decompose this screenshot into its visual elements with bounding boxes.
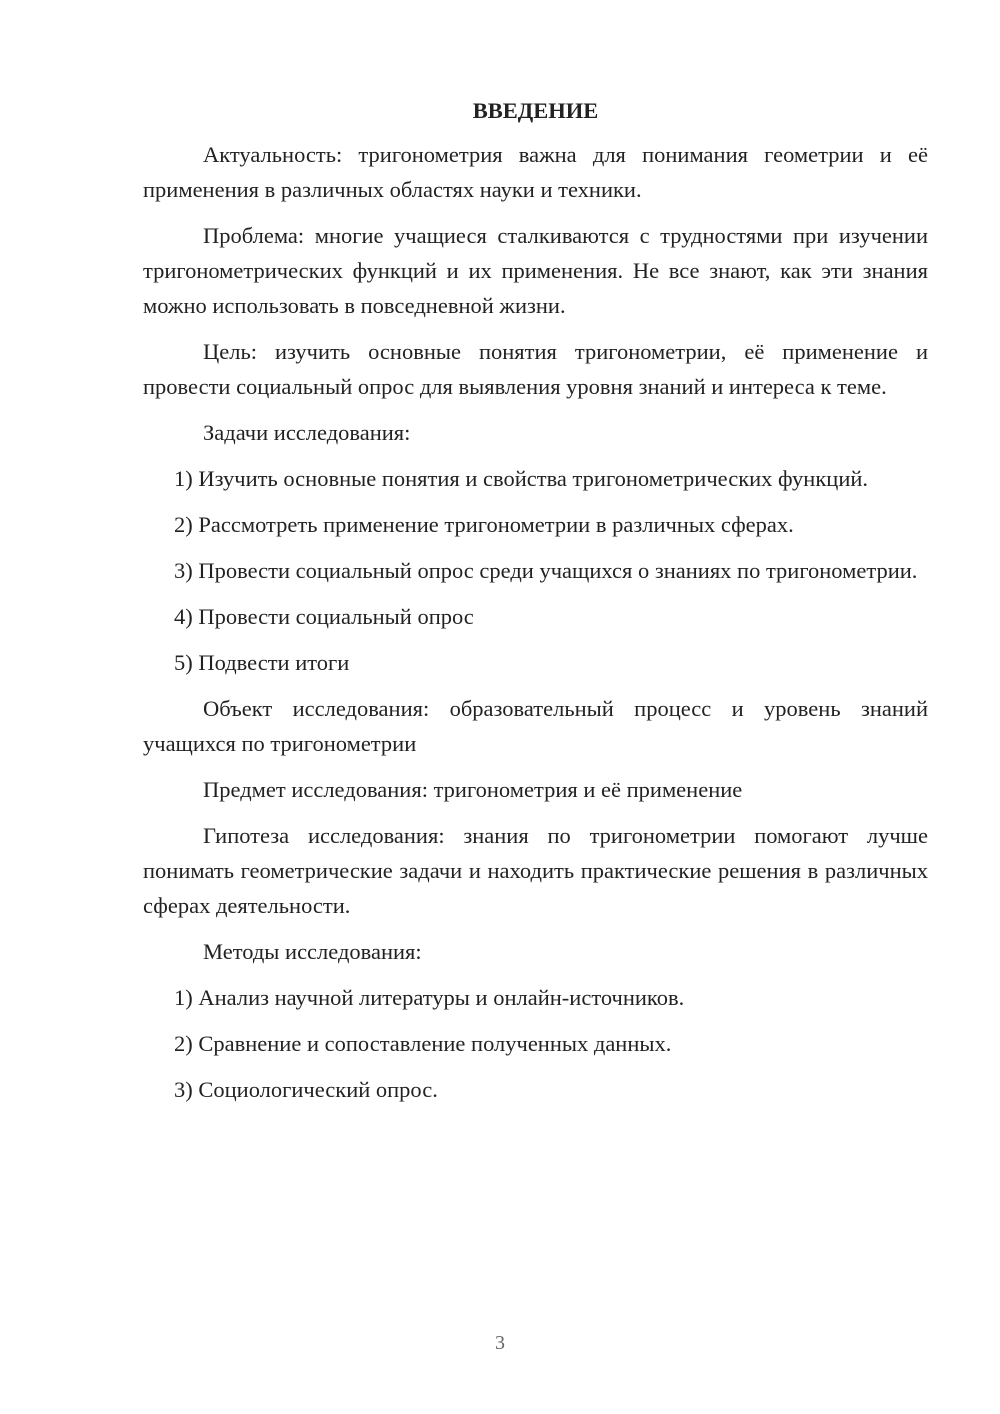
tasks-heading: Задачи исследования: — [203, 420, 411, 445]
method-item: 3) Социологический опрос. — [174, 1077, 438, 1102]
page-number: 3 — [495, 1332, 505, 1354]
relevance-paragraph: Актуальность: тригонометрия важна для понимания геометрии и её применения в различных областях науки и техники. — [143, 142, 928, 202]
methods-heading: Методы исследования: — [203, 939, 422, 964]
problem-paragraph: Проблема: многие учащиеся сталкиваются с трудностями при изучении тригонометрических функций и их применения. Не все знают, как эти знания можно использовать в повседневной жизни. — [143, 223, 928, 318]
page-title: ВВЕДЕНИЕ — [472, 98, 599, 123]
task-item: 5) Подвести итоги — [174, 650, 350, 675]
task-item: 1) Изучить основные понятия и свойства тригонометрических функций. — [174, 466, 869, 491]
hypothesis-paragraph: Гипотеза исследования: знания по тригонометрии помогают лучше понимать геометрические задачи и находить практические решения в различных сферах деятельности. — [143, 823, 928, 918]
document-page — [143, 96, 928, 1118]
method-item: 1) Анализ научной литературы и онлайн-источников. — [174, 985, 685, 1010]
goal-paragraph: Цель: изучить основные понятия тригонометрии, её применение и провести социальный опрос для выявления уровня знаний и интереса к теме. — [143, 339, 928, 399]
subject-paragraph: Предмет исследования: тригонометрия и её применение — [203, 777, 743, 802]
task-item: 2) Рассмотреть применение тригонометрии в различных сферах. — [174, 512, 794, 537]
task-item: 3) Провести социальный опрос среди учащихся о знаниях по тригонометрии. — [174, 558, 918, 583]
object-paragraph: Объект исследования: образовательный процесс и уровень знаний учащихся по тригонометрии — [143, 696, 928, 756]
method-item: 2) Сравнение и сопоставление полученных данных. — [174, 1031, 672, 1056]
task-item: 4) Провести социальный опрос — [174, 604, 474, 629]
